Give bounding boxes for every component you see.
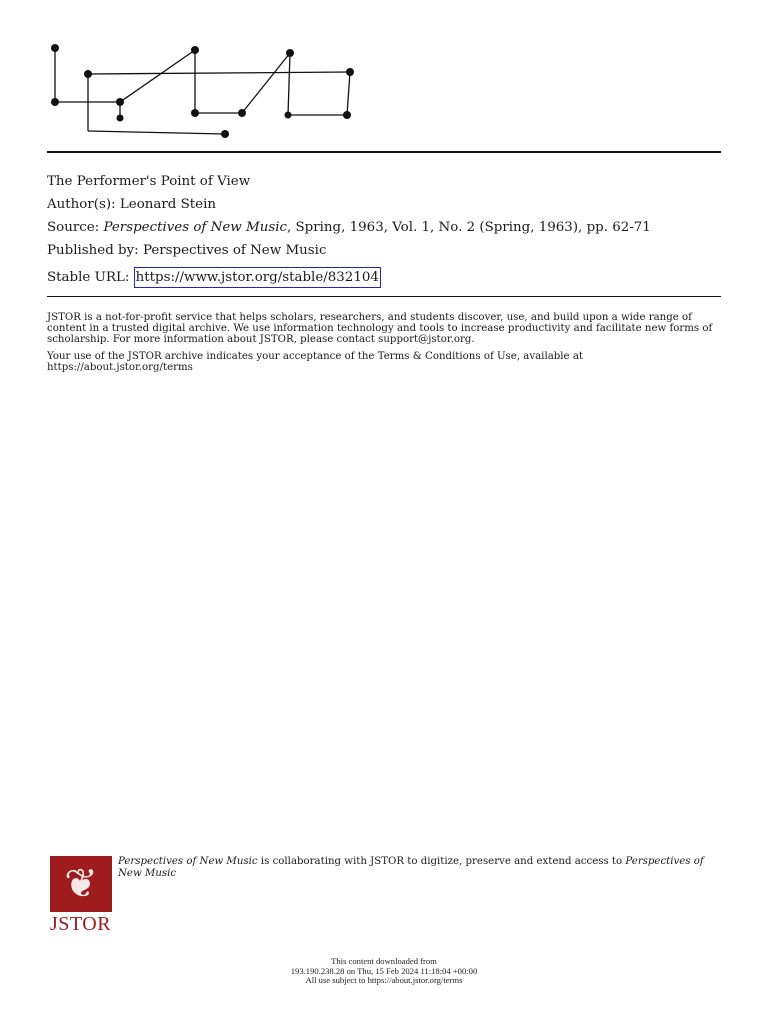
collaboration-statement bbox=[118, 856, 718, 879]
jstor-notice bbox=[47, 313, 722, 381]
middle-divider bbox=[47, 296, 721, 297]
notice-paragraph-terms: Your use of the JSTOR archive indicates your acceptance of the Terms & Conditions of Use, available at https://about.jstor.org/terms bbox=[47, 351, 583, 374]
footer-line-3: All use subject to https://about.jstor.org/terms bbox=[305, 975, 463, 986]
article-publisher: Published by: Perspectives of New Music bbox=[47, 243, 327, 258]
article-metadata bbox=[47, 170, 727, 289]
author-name: Leonard Stein bbox=[119, 197, 216, 212]
stable-url-link[interactable]: https://www.jstor.org/stable/832104 bbox=[134, 267, 381, 288]
download-footer bbox=[0, 957, 768, 986]
journal-logo-graph bbox=[40, 38, 370, 142]
collab-journal: Perspectives of New Music bbox=[118, 856, 258, 867]
notice-paragraph-mission: JSTOR is a not-for-profit service that helps scholars, researchers, and students discover, use, and build upon a wide range of content in a trusted digital archive. We use information technology and tools to increase productivity and facilitate new forms of scholarship. For more information about JSTOR, please contact support@jstor.org. bbox=[47, 312, 713, 345]
article-stable-url: Stable URL: https://www.jstor.org/stable/832104 bbox=[47, 266, 727, 289]
jstor-logo bbox=[50, 856, 114, 936]
journal-title: Perspectives of New Music bbox=[103, 220, 287, 235]
footer-line-2: 193.190.238.28 on Thu, 15 Feb 2024 11:18:04 +00:00 bbox=[290, 965, 478, 976]
collab-journal-repeat: Perspectives of New Music bbox=[118, 856, 704, 879]
publisher-name: Perspectives of New Music bbox=[142, 243, 327, 258]
article-authors: Author(s): Leonard Stein bbox=[47, 197, 216, 212]
article-source: Source: Perspectives of New Music, Spring, 1963, Vol. 1, No. 2 (Spring, 1963), pp. 62-71 bbox=[47, 220, 651, 235]
footer-line-1: This content downloaded from bbox=[331, 956, 437, 966]
jstor-wordmark: JSTOR bbox=[50, 913, 112, 935]
source-detail: , Spring, 1963, Vol. 1, No. 2 (Spring, 1963), pp. 62-71 bbox=[286, 220, 651, 235]
collab-text: is collaborating with JSTOR to digitize, preserve and extend access to bbox=[257, 856, 626, 867]
top-divider bbox=[47, 151, 721, 153]
article-title: The Performer's Point of View bbox=[47, 174, 251, 189]
jstor-emblem-icon: ❦ bbox=[50, 856, 112, 912]
